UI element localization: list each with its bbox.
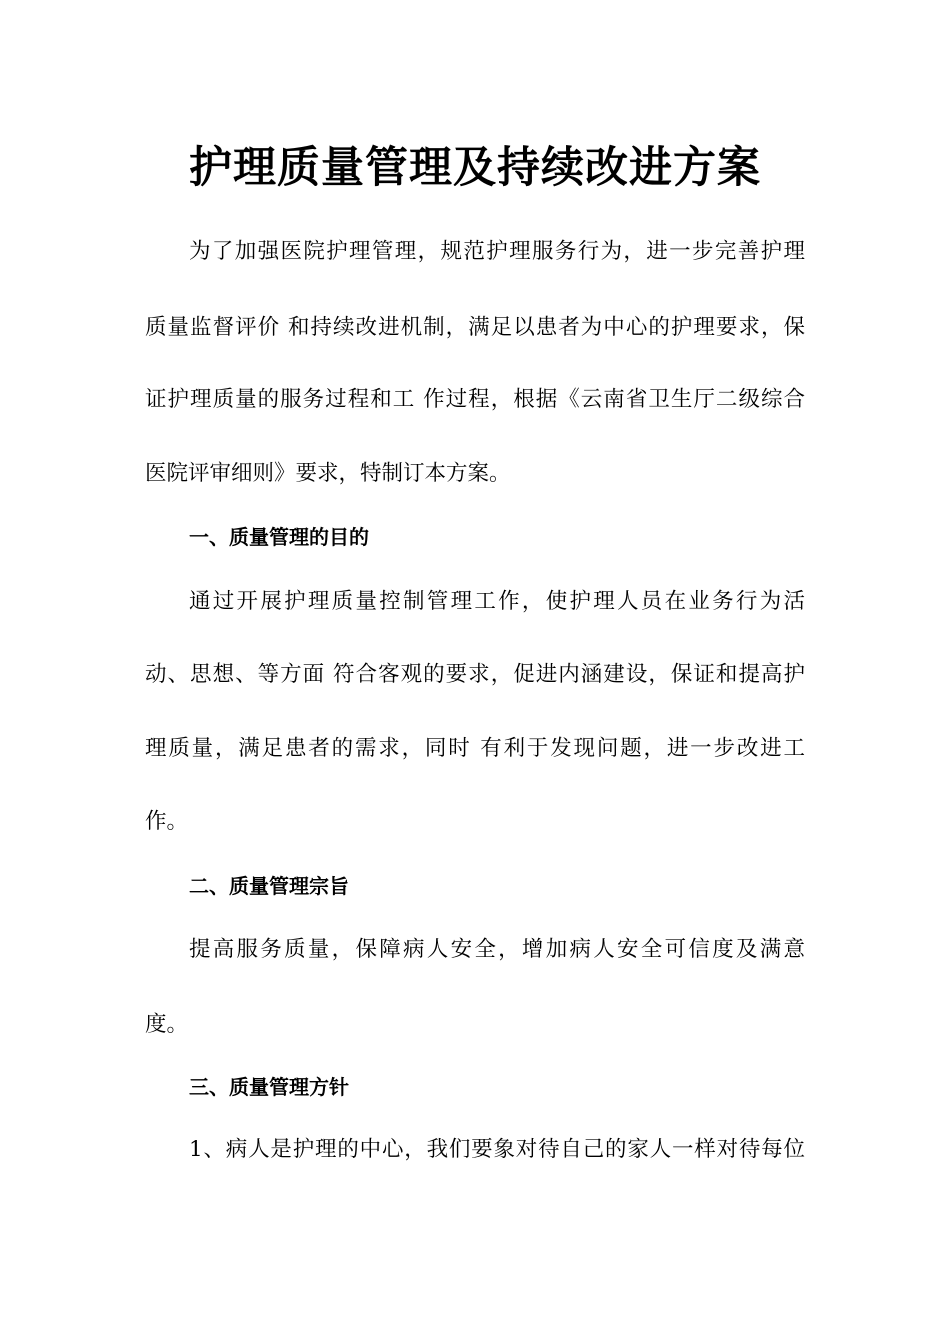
paragraph-line: 动、思想、等方面 符合客观的要求，促进内涵建设，保证和提高护 xyxy=(145,662,805,687)
paragraph-line: 提高服务质量，保障病人安全，增加病人安全可信度及满意 xyxy=(189,937,805,962)
document-title: 护理质量管理及持续改进方案 xyxy=(189,143,761,193)
section-heading: 二、质量管理宗旨 xyxy=(189,874,349,898)
section-heading: 一、质量管理的目的 xyxy=(189,525,369,549)
paragraph-line: 1、病人是护理的中心，我们要象对待自己的家人一样对待每位 xyxy=(189,1137,805,1162)
paragraph-line: 作。 xyxy=(145,809,189,834)
paragraph-line: 质量监督评价 和持续改进机制，满足以患者为中心的护理要求，保 xyxy=(145,315,805,340)
paragraph-line: 度。 xyxy=(145,1012,189,1037)
paragraph-line: 为了加强医院护理管理，规范护理服务行为，进一步完善护理 xyxy=(189,239,805,264)
paragraph-line: 通过开展护理质量控制管理工作，使护理人员在业务行为活 xyxy=(189,589,805,614)
paragraph-line: 证护理质量的服务过程和工 作过程，根据《云南省卫生厅二级综合 xyxy=(145,387,805,412)
paragraph-line: 医院评审细则》要求，特制订本方案。 xyxy=(145,461,511,486)
section-heading: 三、质量管理方针 xyxy=(189,1075,349,1099)
paragraph-line: 理质量，满足患者的需求，同时 有利于发现问题，进一步改进工 xyxy=(145,736,805,761)
